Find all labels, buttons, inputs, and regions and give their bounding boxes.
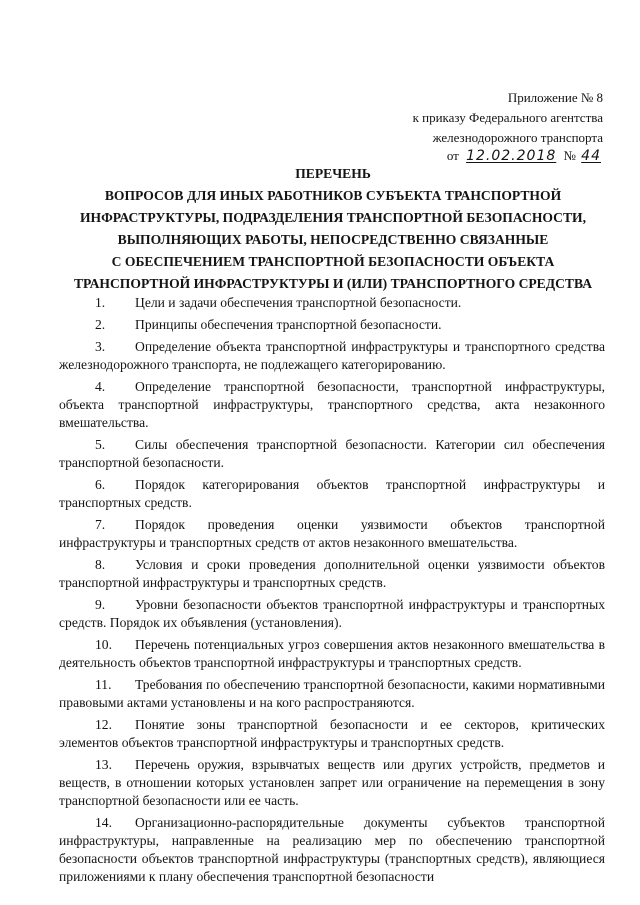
item-number: 12. [95,717,112,732]
appendix-header [343,88,603,166]
list-item [59,716,605,752]
item-number: 4. [95,379,106,394]
item-number: 14. [95,815,112,830]
item-text: Цели и задачи обеспечения транспортной безопасности. [135,295,462,310]
question-list [59,294,605,890]
item-number: 3. [95,339,106,354]
handwritten-date: 12.02.2018 [466,148,557,164]
item-number: 11. [95,677,112,692]
item-text: Порядок проведения оценки уязвимости объектов транспортной инфраструктуры и транспортных средств от актов незаконного вмешательства. [59,517,605,550]
item-text: Уровни безопасности объектов транспортной инфраструктуры и транспортных средств. Порядок их объявления (установления). [59,597,605,630]
title-line-1: ПЕРЕЧЕНЬ [295,166,371,181]
item-text: Требования по обеспечению транспортной безопасности, какими нормативными правовыми актами установлены и на кого распространяются. [59,677,605,710]
item-number: 13. [95,757,112,772]
item-number: 8. [95,557,106,572]
appendix-number: Приложение № 8 [507,90,603,105]
handwritten-number: 44 [581,148,601,164]
item-number: 6. [95,477,106,492]
list-item [59,636,605,672]
title-line-4: ВЫПОЛНЯЮЩИХ РАБОТЫ, НЕПОСРЕДСТВЕННО СВЯЗАННЫЕ [117,232,549,247]
title-line-5: С ОБЕСПЕЧЕНИЕМ ТРАНСПОРТНОЙ БЕЗОПАСНОСТИ ОБЪЕКТА [111,254,555,269]
title-line-3: ИНФРАСТРУКТУРЫ, ПОДРАЗДЕЛЕНИЯ ТРАНСПОРТНОЙ БЕЗОПАСНОСТИ, [79,210,587,225]
item-text: Определение транспортной безопасности, транспортной инфраструктуры, объекта транспортной инфраструктуры, транспортного средства, акта незаконного вмешательства. [59,379,605,430]
list-item [59,596,605,632]
item-number: 2. [95,317,106,332]
item-number: 9. [95,597,106,612]
item-text: Силы обеспечения транспортной безопасности. Категории сил обеспечения транспортной безопасности. [59,437,605,470]
document-title [60,163,606,295]
item-text: Определение объекта транспортной инфраструктуры и транспортного средства железнодорожного транспорта, не подлежащего категорированию. [59,339,605,372]
agency-name: железнодорожного транспорта [432,130,603,145]
item-text: Перечень потенциальных угроз совершения актов незаконного вмешательства в деятельность объектов транспортной инфраструктуры и транспортных средств. [59,637,605,670]
item-text: Порядок категорирования объектов транспортной инфраструктуры и транспортных средств. [59,477,605,510]
list-item [59,756,605,810]
order-reference: к приказу Федерального агентства [412,110,603,125]
list-item [59,316,605,334]
title-line-6: ТРАНСПОРТНОЙ ИНФРАСТРУКТУРЫ И (ИЛИ) ТРАНСПОРТНОГО СРЕДСТВА [73,276,593,291]
item-text: Понятие зоны транспортной безопасности и ее секторов, критических элементов объектов транспортной инфраструктуры и транспортных средств. [59,717,605,750]
title-line-2: ВОПРОСОВ ДЛЯ ИНЫХ РАБОТНИКОВ СУБЪЕКТА ТРАНСПОРТНОЙ [104,188,562,203]
item-text: Условия и сроки проведения дополнительной оценки уязвимости объектов транспортной инфраструктуры и транспортных средств. [59,557,605,590]
item-number: 7. [95,517,106,532]
list-item [59,676,605,712]
number-prefix: № [563,148,576,163]
list-item [59,436,605,472]
list-item [59,294,605,312]
item-text: Принципы обеспечения транспортной безопасности. [135,317,442,332]
item-number: 10. [95,637,112,652]
list-item [59,378,605,432]
item-text: Организационно-распорядительные документы субъектов транспортной инфраструктуры, направленные на реализацию мер по обеспечению транспортной безопасности объектов транспортной инфраструктуры (транспортных средств), являющиеся приложениями к плану обеспечения транспортной безопасности [59,815,605,884]
item-text: Перечень оружия, взрывчатых веществ или других устройств, предметов и веществ, в отношении которых установлен запрет или ограничение на перемещения в зону транспортной безопасности или ее часть. [59,757,605,808]
list-item [59,556,605,592]
list-item [59,814,605,886]
list-item [59,516,605,552]
list-item [59,476,605,512]
list-item [59,338,605,374]
item-number: 1. [95,295,106,310]
date-prefix: от [446,148,459,163]
item-number: 5. [95,437,106,452]
